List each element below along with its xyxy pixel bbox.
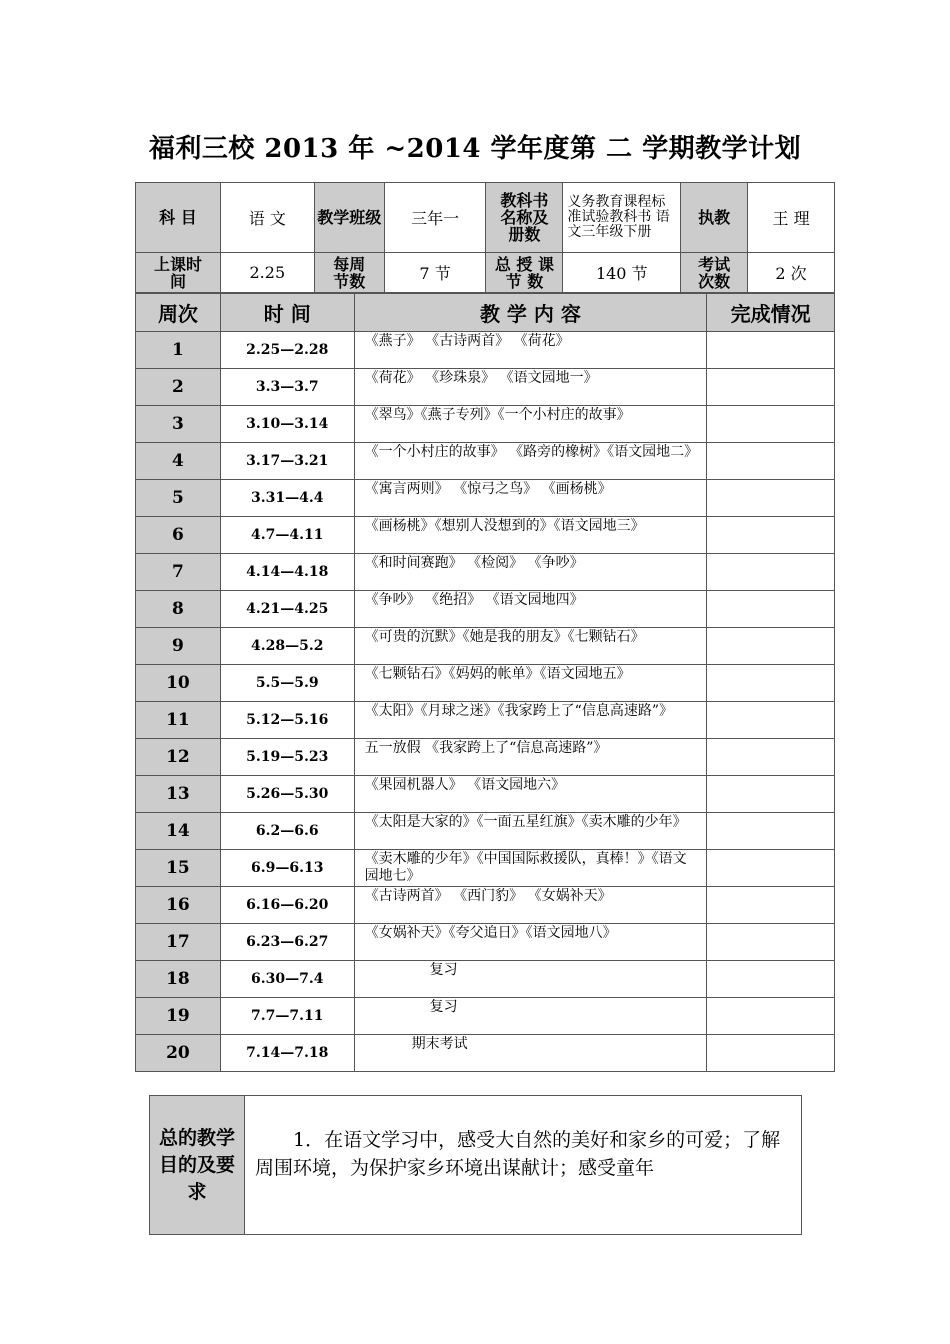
header-status: 完成情况 bbox=[707, 294, 835, 332]
week-cell: 4 bbox=[136, 443, 221, 480]
time-cell: 3.3—3.7 bbox=[220, 369, 354, 406]
time-cell: 6.2—6.6 bbox=[220, 813, 354, 850]
book-value: 义务教育课程标准试验教科书 语文三年级下册 bbox=[563, 183, 681, 253]
table-row bbox=[136, 813, 835, 850]
week-cell: 3 bbox=[136, 406, 221, 443]
table-row bbox=[136, 776, 835, 813]
status-cell bbox=[707, 665, 835, 702]
status-cell bbox=[707, 887, 835, 924]
time-cell: 7.7—7.11 bbox=[220, 998, 354, 1035]
week-cell: 12 bbox=[136, 739, 221, 776]
week-cell: 8 bbox=[136, 591, 221, 628]
status-cell bbox=[707, 554, 835, 591]
content-cell: 《卖木雕的少年》《中国国际救援队，真棒！》《语文园地七》 bbox=[354, 850, 707, 887]
content-cell: 期末考试 bbox=[354, 1035, 707, 1072]
status-cell bbox=[707, 480, 835, 517]
status-cell bbox=[707, 332, 835, 369]
content-cell: 《画杨桃》《想别人没想到的》《语文园地三》 bbox=[354, 517, 707, 554]
table-row bbox=[136, 1035, 835, 1072]
teacher-label: 执教 bbox=[681, 183, 748, 253]
week-cell: 10 bbox=[136, 665, 221, 702]
content-cell: 《七颗钻石》《妈妈的帐单》《语文园地五》 bbox=[354, 665, 707, 702]
table-row bbox=[136, 332, 835, 369]
time-cell: 5.5—5.9 bbox=[220, 665, 354, 702]
status-cell bbox=[707, 702, 835, 739]
time-cell: 5.12—5.16 bbox=[220, 702, 354, 739]
time-cell: 4.7—4.11 bbox=[220, 517, 354, 554]
content-cell: 《燕子》 《古诗两首》 《荷花》 bbox=[354, 332, 707, 369]
time-cell: 4.21—4.25 bbox=[220, 591, 354, 628]
subject-value: 语 文 bbox=[220, 183, 314, 253]
content-cell: 复习 bbox=[354, 998, 707, 1035]
status-cell bbox=[707, 739, 835, 776]
weekly-label: 每周节数 bbox=[314, 253, 384, 293]
time-cell: 3.17—3.21 bbox=[220, 443, 354, 480]
table-row bbox=[136, 887, 835, 924]
status-cell bbox=[707, 443, 835, 480]
content-cell: 《女娲补天》《夸父追日》《语文园地八》 bbox=[354, 924, 707, 961]
time-cell: 4.14—4.18 bbox=[220, 554, 354, 591]
status-cell bbox=[707, 591, 835, 628]
time-cell: 5.19—5.23 bbox=[220, 739, 354, 776]
content-cell: 《一个小村庄的故事》 《路旁的橡树》《语文园地二》 bbox=[354, 443, 707, 480]
table-row bbox=[136, 443, 835, 480]
week-cell: 9 bbox=[136, 628, 221, 665]
table-row bbox=[136, 702, 835, 739]
content-cell: 《果园机器人》 《语文园地六》 bbox=[354, 776, 707, 813]
content-cell: 《争吵》 《绝招》 《语文园地四》 bbox=[354, 591, 707, 628]
exam-value: 2 次 bbox=[748, 253, 835, 293]
status-cell bbox=[707, 776, 835, 813]
header-time: 时 间 bbox=[220, 294, 354, 332]
table-row bbox=[136, 517, 835, 554]
content-cell: 复习 bbox=[354, 961, 707, 998]
status-cell bbox=[707, 998, 835, 1035]
content-cell: 《可贵的沉默》《她是我的朋友》《七颗钻石》 bbox=[354, 628, 707, 665]
subject-label: 科 目 bbox=[136, 183, 221, 253]
header-content: 教 学 内 容 bbox=[354, 294, 707, 332]
status-cell bbox=[707, 1035, 835, 1072]
class-label: 教学班级 bbox=[314, 183, 384, 253]
table-row bbox=[136, 998, 835, 1035]
week-cell: 14 bbox=[136, 813, 221, 850]
time-cell: 6.9—6.13 bbox=[220, 850, 354, 887]
week-cell: 11 bbox=[136, 702, 221, 739]
weekly-value: 7 节 bbox=[384, 253, 486, 293]
status-cell bbox=[707, 628, 835, 665]
teaching-goals-table bbox=[149, 1095, 802, 1235]
table-row bbox=[136, 554, 835, 591]
start-label: 上课时间 bbox=[136, 253, 221, 293]
table-row bbox=[136, 924, 835, 961]
time-cell: 3.31—4.4 bbox=[220, 480, 354, 517]
page-title: 福利三校 2013 年 ~2014 学年度第 二 学期教学计划 bbox=[148, 134, 802, 164]
time-cell: 7.14—7.18 bbox=[220, 1035, 354, 1072]
teacher-value: 王 理 bbox=[748, 183, 835, 253]
course-info-table bbox=[135, 182, 835, 293]
week-cell: 13 bbox=[136, 776, 221, 813]
week-cell: 17 bbox=[136, 924, 221, 961]
status-cell bbox=[707, 517, 835, 554]
status-cell bbox=[707, 961, 835, 998]
time-cell: 6.23—6.27 bbox=[220, 924, 354, 961]
goals-label: 总的教学目的及要求 bbox=[150, 1096, 245, 1235]
total-value: 140 节 bbox=[563, 253, 681, 293]
table-row bbox=[136, 628, 835, 665]
week-cell: 6 bbox=[136, 517, 221, 554]
time-cell: 4.28—5.2 bbox=[220, 628, 354, 665]
week-cell: 20 bbox=[136, 1035, 221, 1072]
time-cell: 6.30—7.4 bbox=[220, 961, 354, 998]
start-value: 2.25 bbox=[220, 253, 314, 293]
content-cell: 《和时间赛跑》 《检阅》 《争吵》 bbox=[354, 554, 707, 591]
content-cell: 《太阳是大家的》《一面五星红旗》《卖木雕的少年》 bbox=[354, 813, 707, 850]
time-cell: 5.26—5.30 bbox=[220, 776, 354, 813]
content-cell: 《寓言两则》 《惊弓之鸟》 《画杨桃》 bbox=[354, 480, 707, 517]
content-cell: 《古诗两首》 《西门豹》 《女娲补天》 bbox=[354, 887, 707, 924]
time-cell: 6.16—6.20 bbox=[220, 887, 354, 924]
header-week: 周次 bbox=[136, 294, 221, 332]
status-cell bbox=[707, 369, 835, 406]
table-row bbox=[136, 591, 835, 628]
content-cell: 《荷花》 《珍珠泉》 《语文园地一》 bbox=[354, 369, 707, 406]
goals-text: 1．在语文学习中，感受大自然的美好和家乡的可爱；了解周围环境，为保护家乡环境出谋献计；感受童年 bbox=[245, 1096, 802, 1235]
class-value: 三年一 bbox=[384, 183, 486, 253]
time-cell: 2.25—2.28 bbox=[220, 332, 354, 369]
status-cell bbox=[707, 850, 835, 887]
total-label: 总 授 课 节 数 bbox=[486, 253, 563, 293]
table-row bbox=[136, 406, 835, 443]
week-cell: 1 bbox=[136, 332, 221, 369]
table-row bbox=[136, 739, 835, 776]
content-cell: 五一放假 《我家跨上了“信息高速路”》 bbox=[354, 739, 707, 776]
time-cell: 3.10—3.14 bbox=[220, 406, 354, 443]
week-cell: 2 bbox=[136, 369, 221, 406]
status-cell bbox=[707, 924, 835, 961]
week-cell: 5 bbox=[136, 480, 221, 517]
week-cell: 15 bbox=[136, 850, 221, 887]
status-cell bbox=[707, 813, 835, 850]
table-row bbox=[136, 480, 835, 517]
table-row bbox=[136, 369, 835, 406]
content-cell: 《太阳》《月球之迷》《我家跨上了“信息高速路”》 bbox=[354, 702, 707, 739]
table-row bbox=[136, 850, 835, 887]
week-cell: 16 bbox=[136, 887, 221, 924]
exam-label: 考试次数 bbox=[681, 253, 748, 293]
content-cell: 《翠鸟》《燕子专列》《一个小村庄的故事》 bbox=[354, 406, 707, 443]
week-cell: 18 bbox=[136, 961, 221, 998]
week-cell: 19 bbox=[136, 998, 221, 1035]
weekly-schedule-table bbox=[135, 293, 835, 1072]
status-cell bbox=[707, 406, 835, 443]
table-row bbox=[136, 665, 835, 702]
table-row bbox=[136, 961, 835, 998]
week-cell: 7 bbox=[136, 554, 221, 591]
book-label: 教科书名称及册数 bbox=[486, 183, 563, 253]
